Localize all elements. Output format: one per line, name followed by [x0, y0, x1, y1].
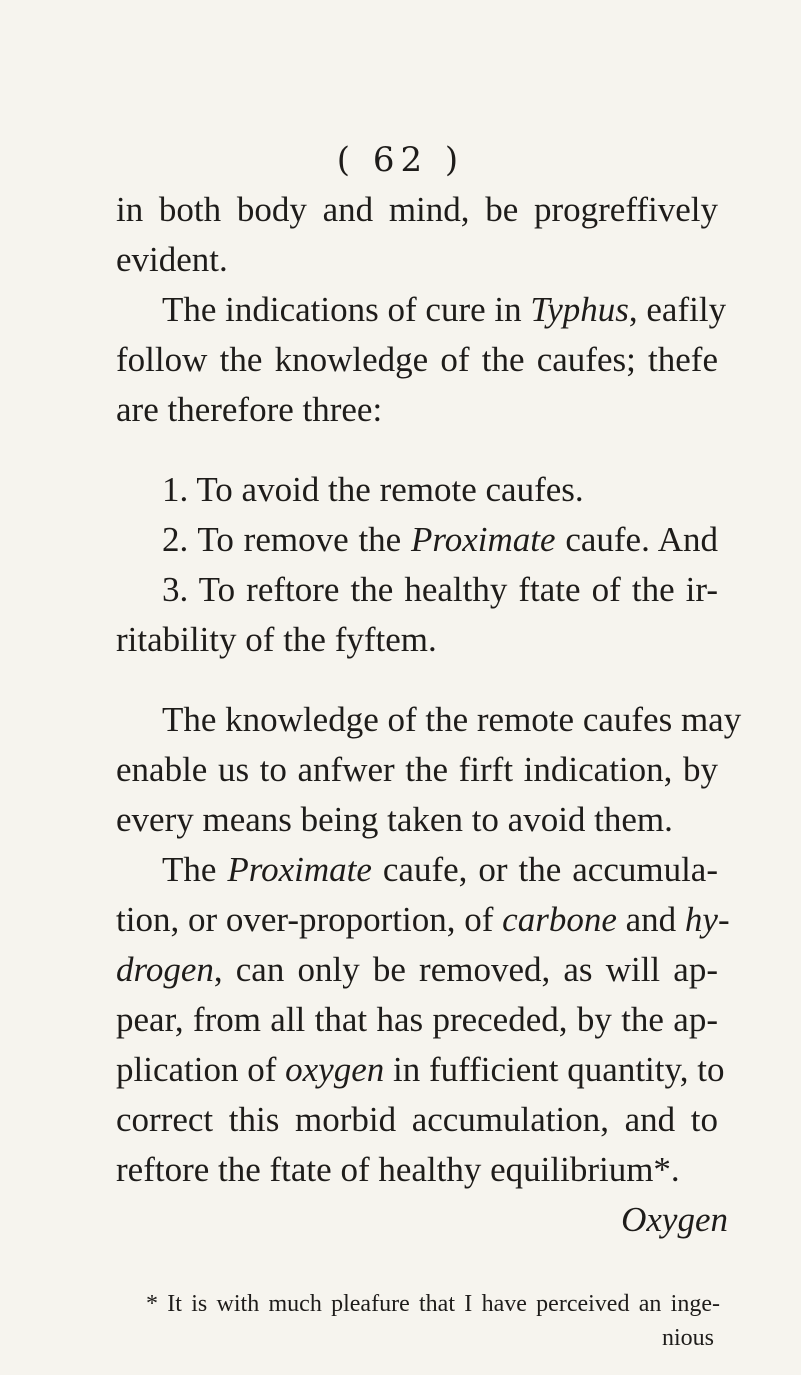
catchword: Oxygen	[621, 1200, 728, 1239]
text-line: The knowledge of the remote caufes may	[162, 700, 742, 739]
footnote-line: nious	[661, 1325, 714, 1351]
text-line: ritability of the fyftem.	[116, 620, 437, 659]
list-item: 3. To reftore the healthy ftate of the ir-	[162, 570, 718, 609]
list-item: 1. To avoid the remote caufes.	[162, 470, 584, 509]
text-line: pear, from all that has preceded, by the ap-	[116, 1000, 718, 1039]
page-number: ( 62 )	[336, 140, 465, 180]
text-line: tion, or over-proportion, of carbone and hy-	[116, 900, 730, 939]
text-line: The indications of cure in Typhus, eafily	[162, 290, 727, 329]
text-line: plication of oxygen in fufficient quantity, to	[116, 1050, 725, 1089]
text-line: correct this morbid accumulation, and to	[116, 1100, 718, 1139]
text-line: are therefore three:	[116, 390, 383, 429]
text-line: reftore the ftate of healthy equilibrium*.	[116, 1150, 680, 1189]
footnote-line: * It is with much pleafure that I have perceived an inge-	[146, 1291, 720, 1317]
text-line: follow the knowledge of the caufes; thefe	[116, 340, 718, 379]
text-line: drogen, can only be removed, as will ap-	[116, 950, 718, 989]
list-item: 2. To remove the Proximate caufe. And	[162, 520, 718, 559]
text-line: every means being taken to avoid them.	[116, 800, 673, 839]
text-line: evident.	[116, 240, 228, 279]
text-line: enable us to anfwer the firft indication, by	[116, 750, 718, 789]
text-line: in both body and mind, be progreffively	[116, 190, 718, 229]
text-line: The Proximate caufe, or the accumula-	[162, 850, 718, 889]
